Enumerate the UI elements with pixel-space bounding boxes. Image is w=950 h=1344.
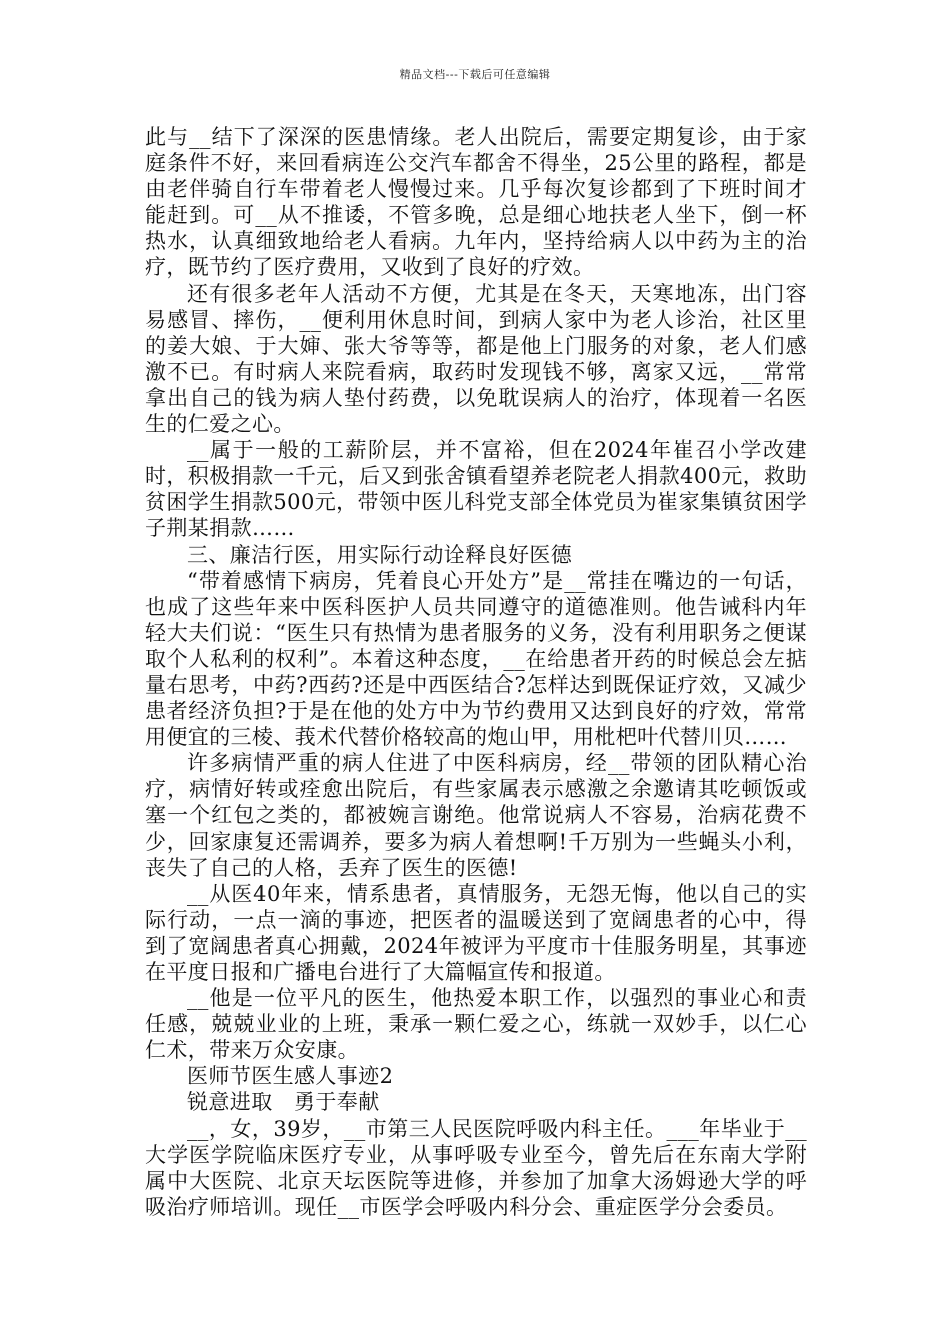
article-subtitle: 锐意进取 勇于奉献: [187, 1090, 380, 1115]
paragraph: __，女，39岁，__市第三人民医院呼吸内科主任。___年毕业于__大学医学院临床医疗专业，从事呼吸专业至今，曾先后在东南大学附属中大医院、北京天坛医院等进修，并参加了加拿大汤姆逊大学的呼吸治疗师培训。现任__市医学会呼吸内科分会、重症医学分会委员。: [145, 1116, 807, 1219]
paragraph: 此与__结下了深深的医患情缘。老人出院后，需要定期复诊，由于家庭条件不好，来回看病连公交汽车都舍不得坐，25公里的路程，都是由老伴骑自行车带着老人慢慢过来。几乎每次复诊都到了下班时间才能赶到。可__从不推诿，不管多晚，总是细心地扶老人坐下，倒一杯热水，认真细致地给老人看病。九年内，坚持给病人以中药为主的治疗，既节约了医疗费用，又收到了良好的疗效。: [145, 125, 807, 280]
article-title: 医师节医生感人事迹2: [187, 1064, 394, 1089]
paragraph: __属于一般的工薪阶层，并不富裕，但在2024年崔召小学改建时，积极捐款一千元，后又到张舍镇看望养老院老人捐款400元，救助贫困学生捐款500元，带领中医儿科党支部全体党员为崔家集镇贫困学子荆某捐款……: [145, 438, 807, 541]
section-heading: 三、廉洁行医，用实际行动诠释良好医德: [187, 542, 573, 567]
paragraph: “带着感情下病房，凭着良心开处方”是__常挂在嘴边的一句话，也成了这些年来中医科医护人员共同遵守的道德准则。他告诫科内年轻大夫们说：“医生只有热情为患者服务的义务，没有利用职务之便谋取个人私利的权利”。本着这种态度，__在给患者开药的时候总会左掂量右思考，中药?西药?还是中西医结合?怎样达到既保证疗效，又减少患者经济负担?于是在他的处方中为节约费用又达到良好的疗效，常常用便宜的三棱、莪术代替价格较高的炮山甲，用枇杷叶代替川贝……: [145, 568, 807, 750]
paragraph: __从医40年来，情系患者，真情服务，无怨无悔，他以自己的实际行动，一点一滴的事迹，把医者的温暖送到了宽阔患者的心中，得到了宽阔患者真心拥戴，2024年被评为平度市十佳服务明星，其事迹在平度日报和广播电台进行了大篇幅宣传和报道。: [145, 881, 807, 984]
page-header: 精品文档---下载后可任意编辑: [399, 68, 551, 81]
paragraph: __他是一位平凡的医生，他热爱本职工作，以强烈的事业心和责任感，兢兢业业的上班，秉承一颗仁爱之心，练就一双妙手，以仁心仁术，带来万众安康。: [145, 986, 807, 1063]
paragraph: 许多病情严重的病人住进了中医科病房，经__带领的团队精心治疗，病情好转或痊愈出院后，有些家属表示感激之余邀请其吃顿饭或塞一个红包之类的，都被婉言谢绝。他常说病人不容易，治病花费不少，回家康复还需调养，要多为病人着想啊!千万别为一些蝇头小利，丧失了自己的人格，丢弃了医生的医德!: [145, 751, 807, 880]
paragraph: 还有很多老年人活动不方便，尤其是在冬天，天寒地冻，出门容易感冒、摔伤，__便利用休息时间，到病人家中为老人诊治，社区里的姜大娘、于大婶、张大爷等等，都是他上门服务的对象，老人们感激不已。有时病人来院看病，取药时发现钱不够，离家又远，__常常拿出自己的钱为病人垫付药费，以免耽误病人的治疗，体现着一名医生的仁爱之心。: [145, 281, 807, 437]
document-body: [145, 124, 807, 1220]
